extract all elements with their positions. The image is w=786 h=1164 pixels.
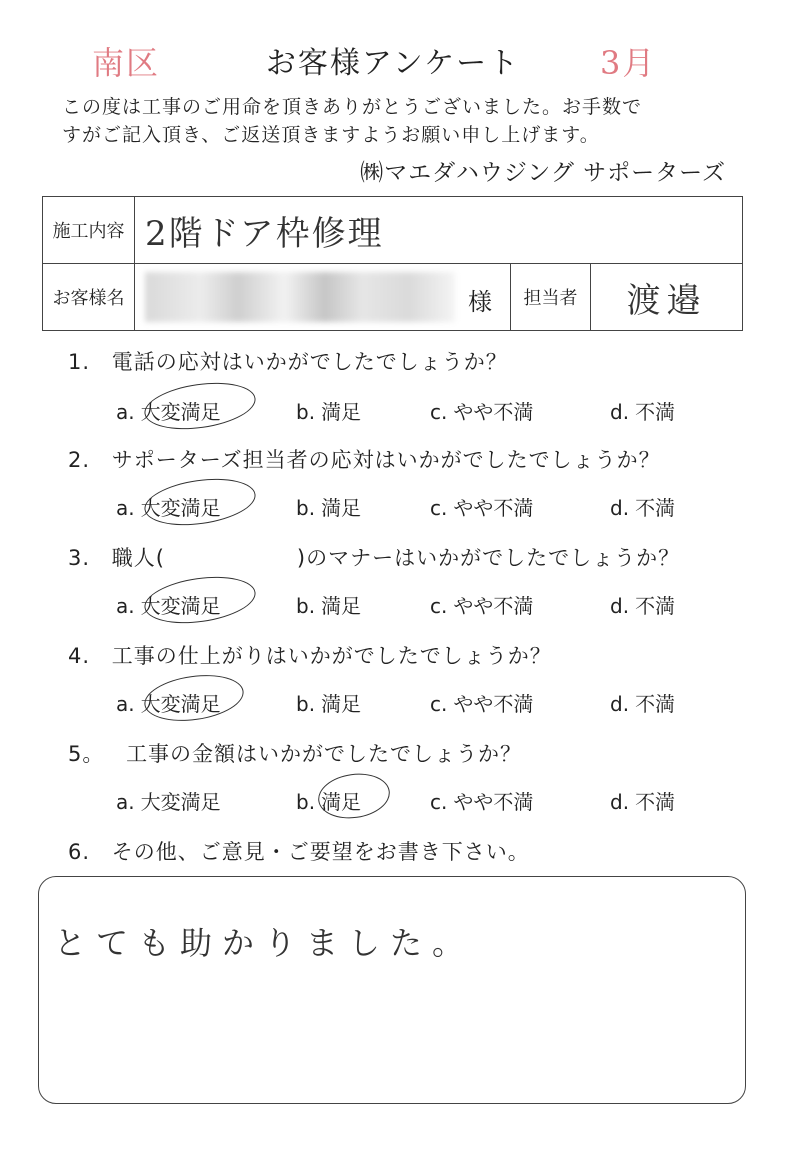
option-label: 不満 — [635, 594, 676, 618]
staff-value: 渡邉 — [591, 264, 743, 331]
question-number: 1. — [68, 350, 91, 374]
handwritten-district: 南区 — [92, 44, 161, 82]
q2-option-d[interactable] — [610, 492, 675, 521]
option-label: 不満 — [635, 790, 676, 814]
customer-label: お客様名 — [43, 264, 135, 331]
option-key: c. — [430, 790, 448, 814]
option-label: やや不満 — [453, 496, 534, 520]
question-4 — [68, 640, 552, 670]
option-label: 満足 — [321, 496, 362, 520]
option-label: 不満 — [635, 496, 676, 520]
option-label: やや不満 — [453, 400, 534, 424]
q4-option-c[interactable] — [430, 688, 533, 717]
q2-option-b[interactable] — [296, 492, 361, 521]
option-key: c. — [430, 496, 448, 520]
question-text: 工事の仕上がりはいかがでしたでしょうか？ — [111, 644, 552, 668]
intro-line-2: すがご記入頂き、ご返送頂きますようお願い申し上げます。 — [62, 124, 600, 146]
question-number: 2. — [68, 448, 91, 472]
q4-option-b[interactable] — [296, 688, 361, 717]
option-key: d. — [610, 496, 630, 520]
question-number: 5。 — [68, 742, 105, 766]
q1-option-b[interactable] — [296, 396, 361, 425]
option-key: b. — [296, 692, 316, 716]
question-text: 電話の応対はいかがでしたでしょうか？ — [111, 350, 508, 374]
info-table — [42, 196, 743, 331]
option-label: やや不満 — [453, 594, 534, 618]
q4-option-d[interactable] — [610, 688, 675, 717]
option-key: d. — [610, 594, 630, 618]
question-number: 4. — [68, 644, 91, 668]
option-key: d. — [610, 400, 630, 424]
option-key: a. — [116, 594, 135, 618]
question-text: 職人( )のマナーはいかがでしたでしょうか？ — [111, 546, 681, 570]
option-label: 満足 — [321, 594, 362, 618]
q3-option-d[interactable] — [610, 590, 675, 619]
option-label: やや不満 — [453, 692, 534, 716]
q5-option-a[interactable] — [116, 786, 221, 815]
option-label: 不満 — [635, 692, 676, 716]
option-label: やや不満 — [453, 790, 534, 814]
option-key: b. — [296, 400, 316, 424]
option-label: 満足 — [321, 692, 362, 716]
option-key: a. — [116, 790, 135, 814]
option-label: 大変満足 — [140, 594, 221, 618]
option-key: c. — [430, 594, 448, 618]
q3-option-b[interactable] — [296, 590, 361, 619]
option-key: c. — [430, 692, 448, 716]
question-3 — [68, 542, 680, 572]
question-text: サポーターズ担当者の応対はいかがでしたでしょうか？ — [111, 448, 661, 472]
q3-option-c[interactable] — [430, 590, 533, 619]
option-label: 不満 — [635, 400, 676, 424]
option-key: b. — [296, 790, 316, 814]
customer-name-field — [135, 264, 511, 331]
question-text: 工事の金額はいかがでしたでしょうか？ — [126, 742, 523, 766]
handwritten-month: 3月 — [600, 44, 657, 82]
option-label: 大変満足 — [140, 496, 221, 520]
option-key: b. — [296, 496, 316, 520]
comment-answer: とても助かりました。 — [54, 924, 475, 962]
option-label: 大変満足 — [140, 790, 221, 814]
staff-label: 担当者 — [511, 264, 591, 331]
page-title: お客様アンケート — [265, 46, 521, 81]
option-label: 大変満足 — [140, 400, 221, 424]
q5-option-d[interactable] — [610, 786, 675, 815]
q1-option-c[interactable] — [430, 396, 533, 425]
intro-line-1: この度は工事のご用命を頂きありがとうございました。お手数で — [62, 96, 643, 118]
q2-selection-circle — [141, 472, 258, 531]
company-name: ㈱マエダハウジング サポーターズ — [360, 160, 726, 186]
q4-selection-circle — [141, 669, 246, 726]
redacted-name — [145, 272, 455, 322]
option-key: a. — [116, 692, 135, 716]
comment-box[interactable] — [38, 876, 746, 1104]
question-number: 6. — [68, 840, 91, 864]
customer-suffix: 様 — [468, 288, 492, 316]
q1-option-d[interactable] — [610, 396, 675, 425]
q5-option-c[interactable] — [430, 786, 533, 815]
option-key: c. — [430, 400, 448, 424]
q2-option-c[interactable] — [430, 492, 533, 521]
question-1 — [68, 346, 508, 376]
question-6 — [68, 836, 530, 866]
option-label: 大変満足 — [140, 692, 221, 716]
question-text: その他、ご意見・ご要望をお書き下さい。 — [111, 840, 530, 864]
option-key: a. — [116, 400, 135, 424]
option-label: 満足 — [321, 790, 362, 814]
option-key: d. — [610, 692, 630, 716]
option-label: 満足 — [321, 400, 362, 424]
work-label: 施工内容 — [43, 197, 135, 264]
option-key: b. — [296, 594, 316, 618]
option-key: a. — [116, 496, 135, 520]
question-number: 3. — [68, 546, 91, 570]
question-5 — [68, 738, 522, 768]
option-key: d. — [610, 790, 630, 814]
work-value: 2階ドア枠修理 — [135, 197, 743, 264]
question-2 — [68, 444, 661, 474]
q1-selection-circle — [141, 376, 258, 435]
q3-selection-circle — [141, 570, 258, 629]
